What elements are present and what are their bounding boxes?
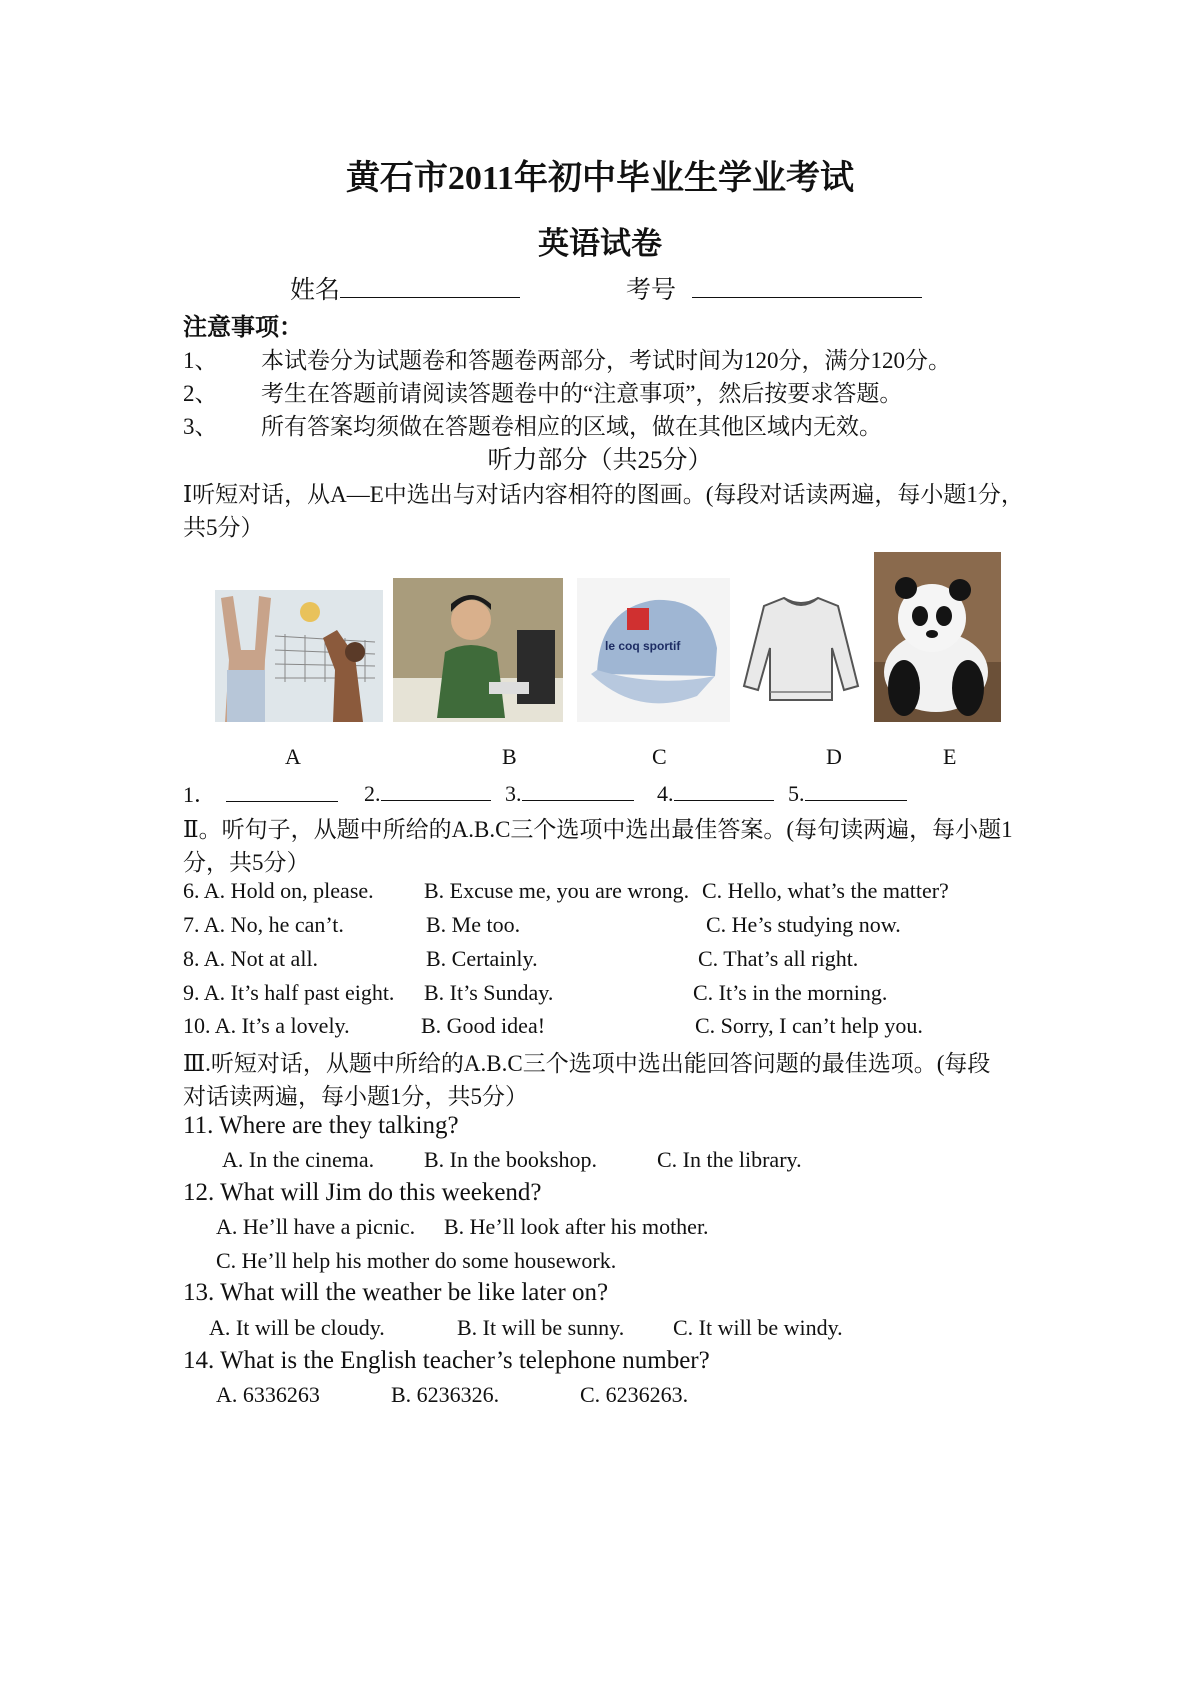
option-c[interactable]: C. Sorry, I can’t help you. <box>695 1013 923 1038</box>
answer-3[interactable] <box>505 778 634 807</box>
answer-blank[interactable] <box>674 778 774 801</box>
option-b[interactable]: B. In the bookshop. <box>424 1147 597 1172</box>
answer-blank[interactable] <box>226 779 338 802</box>
id-blank[interactable] <box>692 275 922 298</box>
option-c[interactable]: C. He’ll help his mother do some housework. <box>216 1248 617 1273</box>
part1-instruction-cont: 共5分） <box>183 515 264 540</box>
volleyball-players-image <box>215 590 383 722</box>
picture-a <box>215 590 383 722</box>
picture-b <box>393 578 563 722</box>
option-c[interactable]: C. It will be windy. <box>673 1315 843 1340</box>
option-a[interactable]: A. 6336263 <box>216 1382 320 1407</box>
picture-label: C <box>652 744 667 769</box>
option-a[interactable]: A. Hold on, please. <box>203 878 374 903</box>
part3-instruction: Ⅲ.听短对话，从题中所给的A.B.C三个选项中选出能回答问题的最佳选项。(每段 <box>183 1051 991 1076</box>
picture-d <box>740 590 862 706</box>
question-text: What will Jim do this weekend? <box>220 1179 542 1206</box>
id-field[interactable] <box>626 270 922 306</box>
option-a[interactable]: A. It will be cloudy. <box>209 1315 385 1340</box>
option-b[interactable]: B. Certainly. <box>426 946 538 971</box>
option-a[interactable]: A. Not at all. <box>203 946 319 971</box>
answer-num: 5. <box>788 781 805 806</box>
question-num: 7. <box>183 912 200 937</box>
notice-item <box>183 408 882 441</box>
question-11 <box>183 1112 459 1140</box>
part2-instruction: Ⅱ。听句子，从题中所给的A.B.C三个选项中选出最佳答案。(每句读两遍，每小题1 <box>183 817 1013 842</box>
option-a[interactable]: A. It’s half past eight. <box>203 980 395 1005</box>
option-b[interactable]: B. He’ll look after his mother. <box>444 1214 709 1239</box>
answer-4[interactable] <box>657 778 774 807</box>
notice-item <box>183 375 902 408</box>
question-num: 8. <box>183 946 200 971</box>
option-b[interactable]: B. Good idea! <box>421 1013 546 1038</box>
picture-label: D <box>826 744 842 769</box>
question-num: 13. <box>183 1279 215 1306</box>
picture-label: E <box>943 744 957 769</box>
option-c[interactable]: C. He’s studying now. <box>706 912 901 937</box>
question-12 <box>183 1179 542 1207</box>
part3-instruction-cont: 对话读两遍，每小题1分，共5分） <box>183 1084 528 1109</box>
boy-at-computer-image <box>393 578 563 722</box>
question-text: What is the English teacher’s telephone number? <box>220 1347 710 1374</box>
notice-text: 考生在答题前请阅读答题卷中的“注意事项”，然后按要求答题。 <box>261 381 903 406</box>
answer-num: 1． <box>183 782 217 807</box>
option-b[interactable]: B. Me too. <box>426 912 521 937</box>
question-9 <box>183 980 394 1006</box>
answer-num: 2. <box>364 781 381 806</box>
option-a[interactable]: A. He’ll have a picnic. <box>216 1214 416 1239</box>
picture-label: B <box>502 744 517 769</box>
answer-num: 4. <box>657 781 674 806</box>
option-a[interactable]: A. In the cinema. <box>222 1147 375 1172</box>
name-label: 姓名 <box>290 277 341 304</box>
answer-blank[interactable] <box>805 778 907 801</box>
notice-item <box>183 342 951 375</box>
question-6 <box>183 878 374 904</box>
notice-text: 本试卷分为试题卷和答题卷两部分，考试时间为120分，满分120分。 <box>261 348 951 373</box>
baseball-cap-image <box>577 578 730 722</box>
exam-title: 黄石市2011年初中毕业生学业考试 <box>345 160 855 197</box>
option-c[interactable]: C. Hello, what’s the matter? <box>702 878 949 903</box>
option-c[interactable]: C. It’s in the morning. <box>693 980 888 1005</box>
answer-blank[interactable] <box>522 778 634 801</box>
option-a[interactable]: A. It’s a lovely. <box>214 1013 350 1038</box>
picture-e <box>874 552 1001 722</box>
listening-heading: 听力部分（共25分） <box>487 447 713 474</box>
picture-c <box>577 578 730 722</box>
question-10 <box>183 1013 350 1039</box>
answer-num: 3. <box>505 781 522 806</box>
option-c[interactable]: C. That’s all right. <box>698 946 859 971</box>
part2-instruction-cont: 分，共5分） <box>183 850 310 875</box>
answer-2[interactable] <box>364 778 491 807</box>
id-label: 考号 <box>626 277 677 304</box>
question-text: Where are they talking? <box>219 1112 459 1139</box>
option-a[interactable]: A. No, he can’t. <box>203 912 344 937</box>
panda-image <box>874 552 1001 722</box>
question-num: 9. <box>183 980 200 1005</box>
sweater-image <box>740 590 862 706</box>
question-num: 12. <box>183 1179 215 1206</box>
cap-brand-text: le coq sportif <box>605 639 681 653</box>
answer-blank[interactable] <box>381 778 491 801</box>
question-num: 14. <box>183 1347 215 1374</box>
part1-instruction: Ⅰ听短对话，从A—E中选出与对话内容相符的图画。(每段对话读两遍，每小题1分， <box>183 482 1024 507</box>
notice-heading: 注意事项： <box>183 315 303 341</box>
option-b[interactable]: B. It’s Sunday. <box>424 980 554 1005</box>
picture-label: A <box>285 744 301 769</box>
notice-num: 1、 <box>183 348 218 373</box>
question-num: 11. <box>183 1112 214 1139</box>
option-b[interactable]: B. Excuse me, you are wrong. <box>424 878 690 903</box>
option-c[interactable]: C. In the library. <box>657 1147 802 1172</box>
option-c[interactable]: C. 6236263. <box>580 1382 689 1407</box>
question-13 <box>183 1279 608 1307</box>
question-text: What will the weather be like later on? <box>220 1279 609 1306</box>
notice-num: 3、 <box>183 414 218 439</box>
notice-num: 2、 <box>183 381 218 406</box>
question-14 <box>183 1347 710 1375</box>
question-num: 6. <box>183 878 200 903</box>
question-num: 10. <box>183 1013 211 1038</box>
question-8 <box>183 946 318 972</box>
name-field[interactable] <box>290 270 520 306</box>
option-b[interactable]: B. It will be sunny. <box>457 1315 625 1340</box>
option-b[interactable]: B. 6236326. <box>391 1382 500 1407</box>
answer-1[interactable] <box>183 778 338 809</box>
notice-text: 所有答案均须做在答题卷相应的区域，做在其他区域内无效。 <box>261 414 882 439</box>
exam-subtitle: 英语试卷 <box>538 226 662 261</box>
question-7 <box>183 912 344 938</box>
name-blank[interactable] <box>340 275 520 298</box>
answer-5[interactable] <box>788 778 907 807</box>
